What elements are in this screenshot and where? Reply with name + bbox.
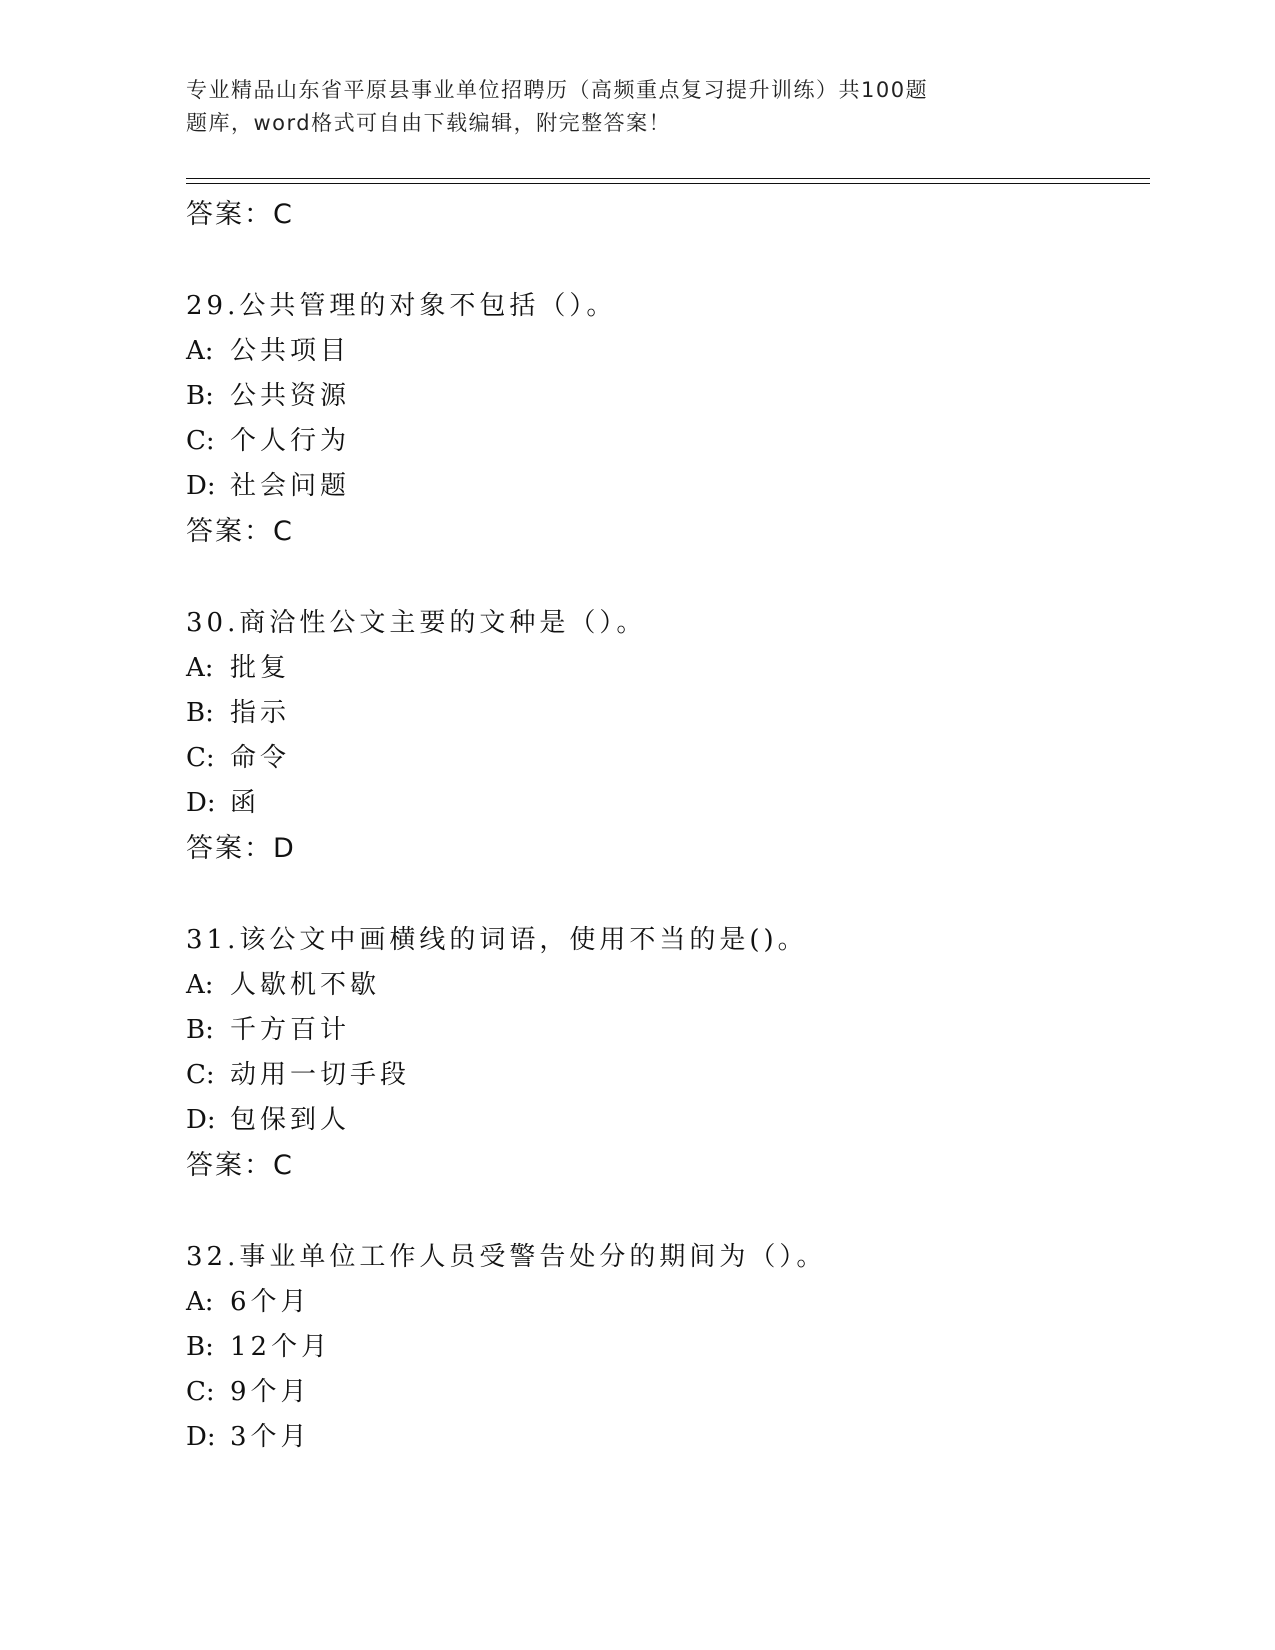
option-d (186, 1415, 1146, 1460)
option-text: 9个月 (230, 1377, 311, 1407)
option-letter: D: (186, 788, 216, 818)
option-text: 3个月 (230, 1422, 311, 1452)
option-letter: D: (186, 1422, 216, 1452)
option-letter: A: (186, 653, 214, 683)
answer (186, 509, 1146, 554)
option-c (186, 1370, 1146, 1415)
option-letter: A: (186, 970, 214, 1000)
option-b (186, 1325, 1146, 1370)
previous-answer (186, 192, 1146, 237)
option-letter: B: (186, 698, 214, 728)
option-a (186, 646, 1146, 691)
option-letter: B: (186, 381, 214, 411)
document-body (186, 192, 1146, 1460)
option-c (186, 736, 1146, 781)
header-line-1: 专业精品山东省平原县事业单位招聘历（高频重点复习提升训练）共100题 (186, 78, 929, 102)
option-letter: B: (186, 1332, 214, 1362)
option-a (186, 963, 1146, 1008)
answer-label: 答案： (186, 1150, 273, 1181)
question-32 (186, 1235, 1146, 1460)
option-text: 公共项目 (230, 336, 351, 366)
option-letter: A: (186, 1287, 214, 1317)
option-letter: D: (186, 1105, 216, 1135)
option-c (186, 419, 1146, 464)
option-text: 批复 (230, 653, 291, 683)
header-line-2: 题库，word格式可自由下载编辑，附完整答案！ (186, 111, 672, 135)
option-text: 公共资源 (230, 381, 351, 411)
option-d (186, 781, 1146, 826)
option-text: 个人行为 (230, 426, 351, 456)
option-b (186, 1008, 1146, 1053)
question-29 (186, 284, 1146, 554)
question-title: 32.事业单位工作人员受警告处分的期间为（）。 (186, 1242, 827, 1272)
option-text: 人歇机不歇 (230, 970, 381, 1000)
option-b (186, 691, 1146, 736)
option-text: 指示 (230, 698, 291, 728)
option-a (186, 329, 1146, 374)
option-letter: A: (186, 336, 214, 366)
option-text: 12个月 (230, 1332, 332, 1362)
option-letter: C: (186, 426, 215, 456)
answer (186, 1143, 1146, 1188)
question-31 (186, 918, 1146, 1188)
option-d (186, 1098, 1146, 1143)
answer-label: 答案： (186, 199, 273, 230)
option-b (186, 374, 1146, 419)
option-text: 6个月 (230, 1287, 311, 1317)
option-text: 千方百计 (230, 1015, 351, 1045)
option-letter: B: (186, 1015, 214, 1045)
option-text: 动用一切手段 (230, 1060, 411, 1090)
question-title: 31.该公文中画横线的词语，使用不当的是()。 (186, 925, 808, 955)
question-title: 30.商洽性公文主要的文种是（）。 (186, 608, 647, 638)
option-d (186, 464, 1146, 509)
option-text: 命令 (230, 743, 291, 773)
option-text: 包保到人 (230, 1105, 351, 1135)
answer-label: 答案： (186, 833, 273, 864)
option-letter: D: (186, 471, 216, 501)
option-letter: C: (186, 1060, 215, 1090)
question-30 (186, 601, 1146, 871)
answer-value: C (273, 1150, 294, 1181)
header-divider-bottom (186, 183, 1150, 184)
answer-label: 答案： (186, 516, 273, 547)
header-divider-top (186, 178, 1150, 179)
option-letter: C: (186, 743, 215, 773)
option-text: 社会问题 (230, 471, 351, 501)
option-a (186, 1280, 1146, 1325)
document-header (186, 74, 1016, 140)
answer-value: C (273, 516, 294, 547)
option-c (186, 1053, 1146, 1098)
option-letter: C: (186, 1377, 215, 1407)
answer (186, 826, 1146, 871)
answer-value: D (273, 833, 296, 864)
answer-value: C (273, 199, 294, 230)
question-title: 29.公共管理的对象不包括（）。 (186, 291, 617, 321)
option-text: 函 (230, 788, 261, 818)
